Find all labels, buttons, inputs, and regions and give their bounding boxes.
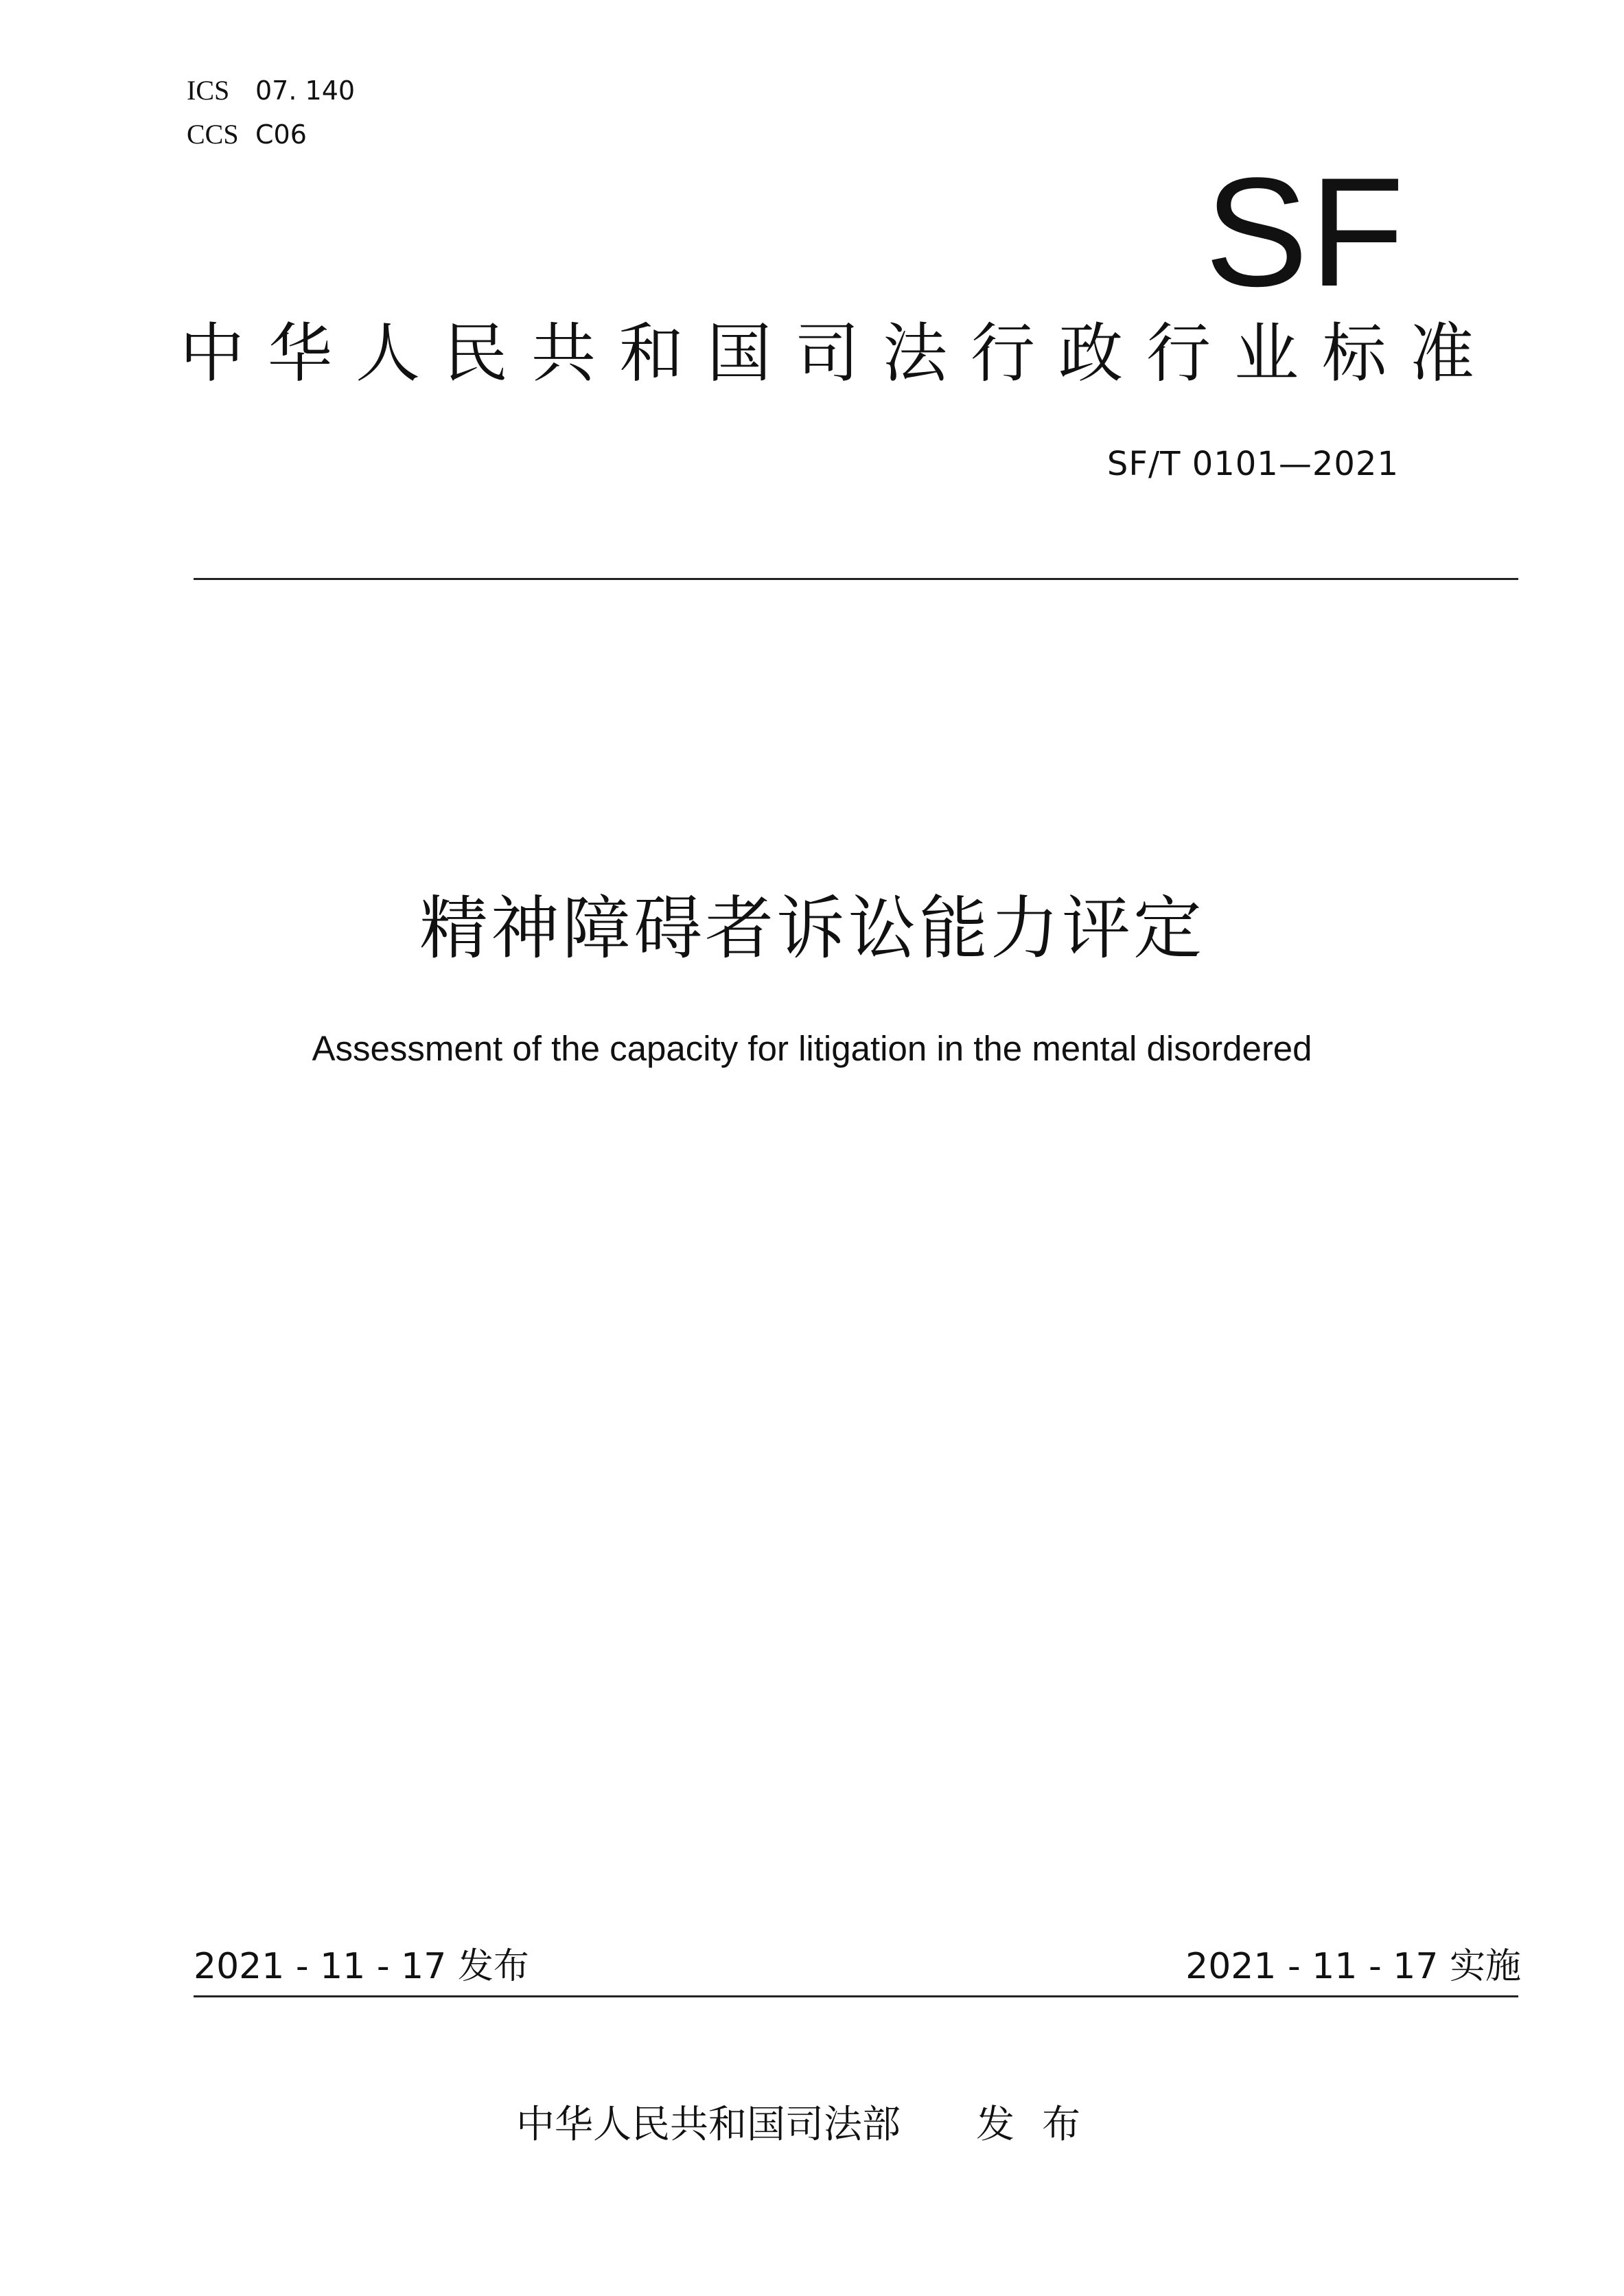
publisher-line [0,2100,1624,2150]
ics-value: 07. 140 [255,76,356,106]
ccs-value: C06 [255,119,307,150]
standard-number: SF/T 0101—2021 [1106,445,1399,483]
ccs-classification [187,118,307,151]
standard-category-heading: 中华人民共和国司法行政行业标准 [180,316,1498,391]
ics-classification [187,74,355,107]
ics-label: ICS [187,75,230,106]
publish-action: 发布 [976,2102,1108,2147]
document-title-chinese: 精神障碍者诉讼能力评定 [419,888,1205,969]
bottom-divider [194,1995,1518,1997]
implementation-date: 2021 - 11 - 17 实施 [1185,1946,1521,1987]
ccs-label: CCS [187,119,239,150]
document-title-english: Assessment of the capacity for litigation in the mental disordered [312,1029,1312,1068]
publisher-name: 中华人民共和国司法部 [516,2102,901,2147]
sf-logo: SF [1205,145,1406,318]
issue-date: 2021 - 11 - 17 发布 [194,1946,529,1987]
top-divider [194,578,1518,580]
